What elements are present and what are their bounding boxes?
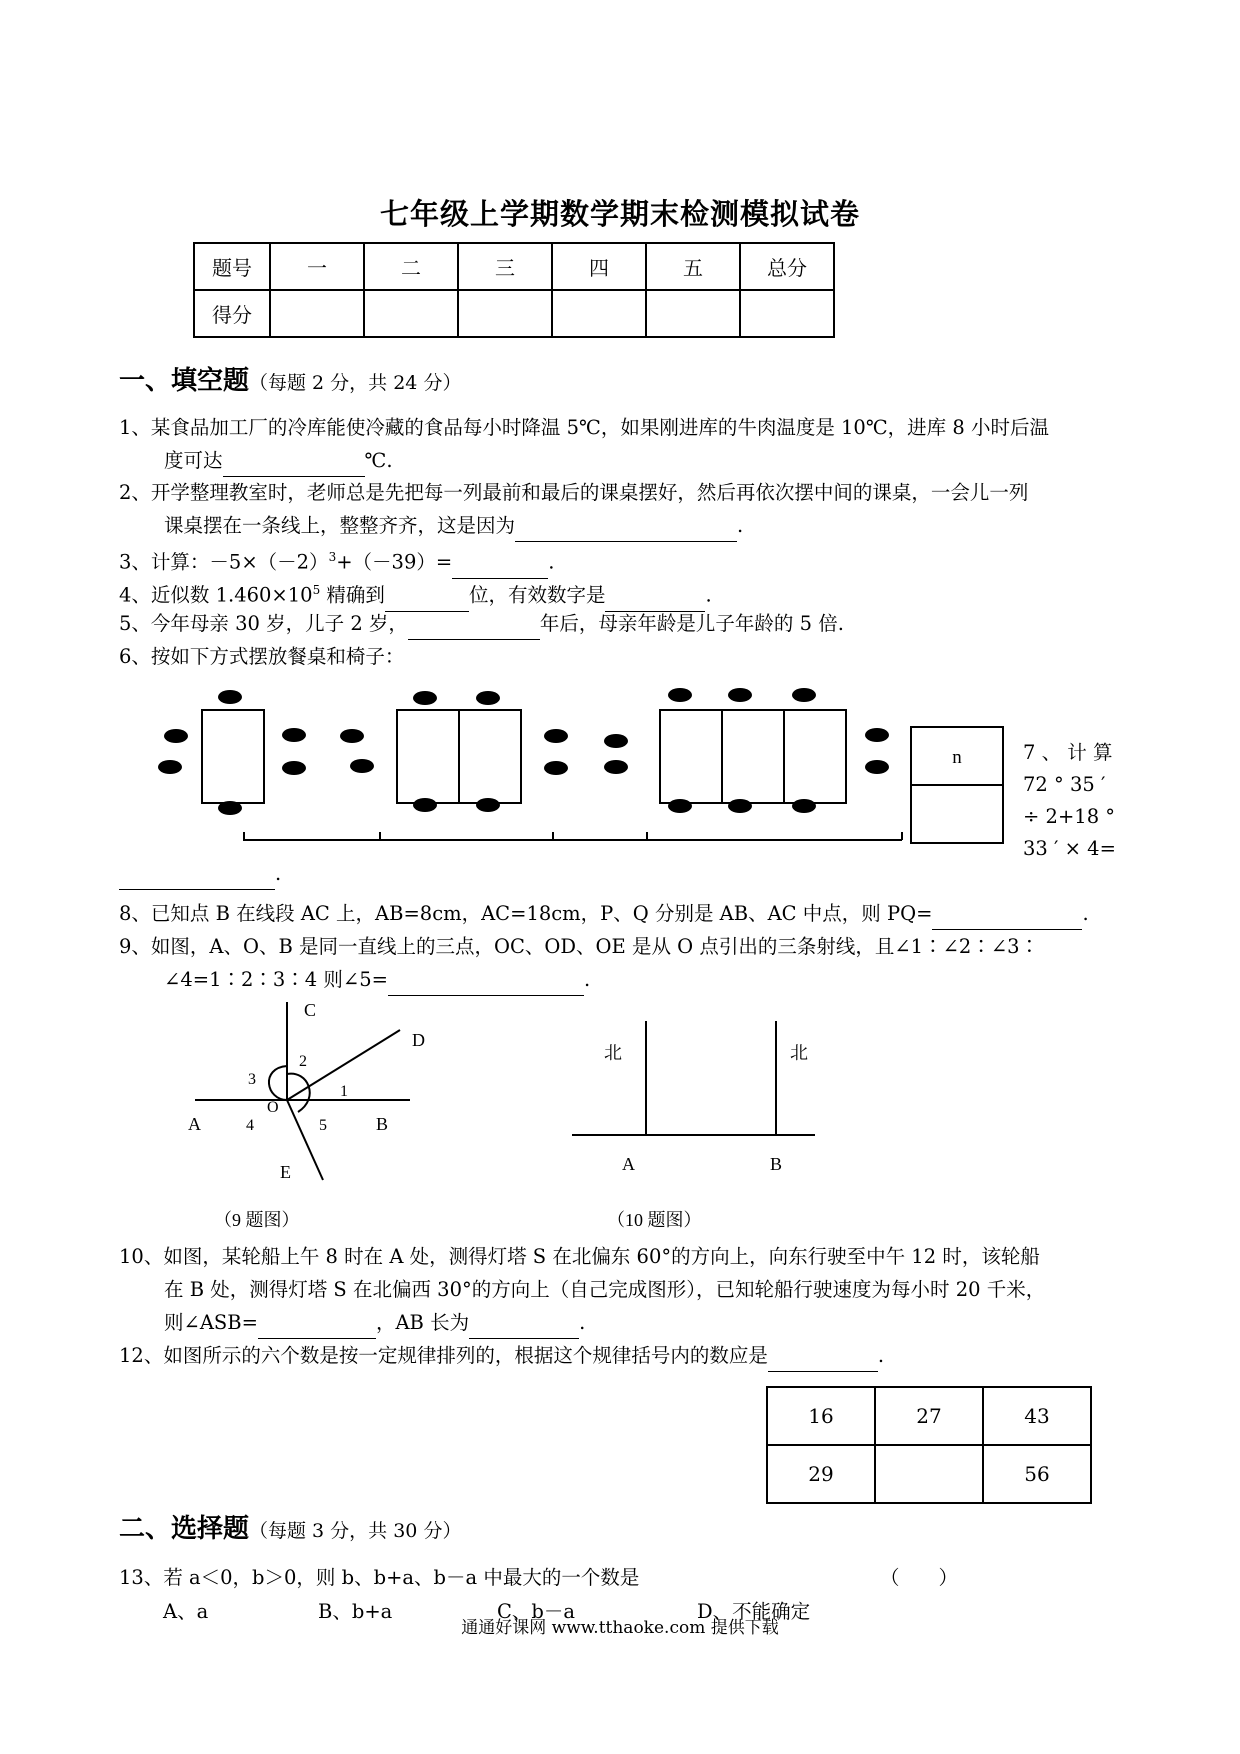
- baseline-bracket: [244, 832, 902, 840]
- sequence-row: [767, 1387, 1091, 1445]
- sequence-cell: 16: [767, 1387, 875, 1445]
- chair-icon: [728, 688, 752, 702]
- chair-icon: [544, 729, 568, 743]
- label-A: A: [622, 1154, 635, 1174]
- q9-blank[interactable]: [388, 973, 584, 996]
- q7-end: .: [275, 862, 282, 885]
- angle-label-3: 3: [248, 1071, 256, 1088]
- q10-blank2[interactable]: [469, 1316, 579, 1339]
- q10-line2: 在 B 处，测得灯塔 S 在北偏西 30°的方向上（自己完成图形），已知轮船行驶速度为每小时 20 千米，: [164, 1278, 1046, 1301]
- chair-icon: [544, 761, 568, 775]
- score-cell: [458, 290, 552, 337]
- table-n-label: n: [952, 747, 962, 768]
- table-n-lower: [911, 785, 1003, 843]
- question-10: [119, 1240, 1139, 1339]
- q7-line2: 72 ° 35 ′: [1023, 773, 1106, 796]
- q7-line1: 7 、 计 算: [1023, 741, 1113, 764]
- chair-icon: [350, 759, 374, 773]
- q4-exponent: 5: [312, 583, 321, 597]
- chair-icon: [865, 728, 889, 742]
- q12-text: 12、如图所示的六个数是按一定规律排列的，根据这个规律括号内的数应是: [119, 1344, 768, 1367]
- chair-icon: [668, 688, 692, 702]
- chair-icon: [158, 760, 182, 774]
- chair-icon: [476, 798, 500, 812]
- sequence-cell: 43: [983, 1387, 1091, 1445]
- sequence-cell: 27: [875, 1387, 983, 1445]
- label-B: B: [770, 1154, 783, 1174]
- chair-icon: [218, 690, 242, 704]
- question-4: [119, 574, 712, 612]
- chair-icon: [792, 688, 816, 702]
- north-label-A: 北: [604, 1043, 622, 1064]
- q5-text2: 年后，母亲年龄是儿子年龄的 5 倍.: [539, 612, 844, 635]
- score-cell: [270, 290, 364, 337]
- question-7: [1023, 737, 1135, 865]
- angle-label-5: 5: [319, 1117, 327, 1134]
- section2-heading: [119, 1508, 461, 1545]
- question-12: [119, 1339, 884, 1372]
- question-5: [119, 607, 844, 640]
- sequence-row: [767, 1445, 1091, 1503]
- q3-end: .: [548, 550, 555, 574]
- chair-icon: [413, 798, 437, 812]
- q1-blank[interactable]: [223, 454, 365, 477]
- q10-line3: [119, 1306, 1139, 1339]
- q10-blank1[interactable]: [258, 1316, 376, 1339]
- q4-text3: 位，有效数字是: [468, 583, 606, 607]
- q3-text: 3、计算：－5×（－2）: [119, 550, 329, 574]
- question-7-answer: [119, 857, 281, 890]
- q13-option-d[interactable]: D、不能确定: [697, 1600, 811, 1623]
- chair-icon: [604, 734, 628, 748]
- chair-icon: [792, 799, 816, 813]
- sequence-cell: 56: [983, 1445, 1091, 1503]
- table-chair-figure: [140, 680, 1020, 850]
- q4-text: 4、近似数 1.460×10: [119, 583, 313, 607]
- q10-line1: 10、如图，某轮船上午 8 时在 A 处，测得灯塔 S 在北偏东 60°的方向上，向东行驶至中午 12 时，该轮船: [119, 1245, 1040, 1268]
- number-sequence-table: [766, 1386, 1092, 1504]
- label-B: B: [376, 1114, 389, 1134]
- dining-table: [397, 710, 459, 803]
- dining-table: [459, 710, 521, 803]
- angle-label-2: 2: [299, 1053, 307, 1070]
- question-3: [119, 541, 554, 579]
- label-D: D: [412, 1030, 425, 1050]
- question-6: 6、按如下方式摆放餐桌和椅子：: [119, 645, 405, 668]
- section1-note: （每题 2 分，共 24 分）: [249, 372, 462, 394]
- q5-blank[interactable]: [408, 617, 540, 640]
- score-header-cell: 题号: [194, 243, 270, 290]
- q1-line2: [119, 444, 1139, 477]
- q13-option-a[interactable]: A、a: [163, 1600, 209, 1623]
- score-row-label: 得分: [194, 290, 270, 337]
- score-header-row: [194, 243, 834, 290]
- angle-arc-3: [269, 1066, 287, 1100]
- chair-icon: [413, 691, 437, 705]
- score-header-cell: 五: [646, 243, 740, 290]
- q13-answer-paren[interactable]: （ ）: [880, 1566, 959, 1589]
- score-cell: [364, 290, 458, 337]
- q9-end: .: [584, 968, 591, 991]
- score-header-cell: 总分: [740, 243, 834, 290]
- chair-icon: [340, 729, 364, 743]
- dining-table: [202, 710, 264, 803]
- q2-text: 课桌摆在一条线上，整整齐齐，这是因为: [164, 514, 516, 537]
- page-title: 七年级上学期数学期末检测模拟试卷: [379, 197, 860, 231]
- figure-10-caption: （10 题图）: [607, 1210, 702, 1230]
- q13-option-b[interactable]: B、b+a: [318, 1600, 393, 1623]
- label-A: A: [188, 1114, 201, 1134]
- label-C: C: [304, 1000, 317, 1020]
- q13-option-c[interactable]: C、b－a: [497, 1600, 576, 1623]
- q8-blank[interactable]: [932, 907, 1082, 930]
- chair-icon: [865, 760, 889, 774]
- q5-text: 5、今年母亲 30 岁，儿子 2 岁，: [119, 612, 408, 635]
- section2-note: （每题 3 分，共 30 分）: [249, 1520, 462, 1542]
- q10-text: 则∠ASB=: [164, 1311, 258, 1334]
- q9-line1: 9、如图，A、O、B 是同一直线上的三点，OC、OD、OE 是从 O 点引出的三条射线，且∠1∶∠2∶∠3∶: [119, 935, 1040, 958]
- q2-end: .: [737, 514, 744, 537]
- north-label-B: 北: [790, 1043, 808, 1064]
- chair-icon: [282, 761, 306, 775]
- q1-unit: ℃.: [364, 449, 393, 472]
- chair-icon: [728, 799, 752, 813]
- angle-label-1: 1: [340, 1083, 348, 1100]
- figure-10-ships: [560, 1015, 830, 1185]
- q7-blank[interactable]: [119, 867, 275, 890]
- q10-text2: ，AB 长为: [375, 1311, 470, 1334]
- score-cell: [646, 290, 740, 337]
- q12-blank[interactable]: [768, 1349, 878, 1372]
- q7-line3: ÷ 2+18 °: [1023, 805, 1116, 828]
- q10-end: .: [579, 1311, 586, 1334]
- score-header-cell: 二: [364, 243, 458, 290]
- question-13: 13、若 a＜0，b＞0，则 b、b+a、b－a 中最大的一个数是: [119, 1566, 640, 1589]
- chair-icon: [164, 729, 188, 743]
- score-cell: [740, 290, 834, 337]
- q2-line1: 2、开学整理教室时，老师总是先把每一列最前和最后的课桌摆好，然后再依次摆中间的课桌，一会儿一列: [119, 481, 1029, 504]
- q4-end: .: [705, 583, 712, 607]
- dining-table: [784, 710, 846, 803]
- sequence-cell-unknown[interactable]: [875, 1445, 983, 1503]
- page-footer: 通通好课网 www.tthaoke.com 提供下载: [461, 1618, 779, 1638]
- label-O: O: [267, 1099, 279, 1116]
- score-value-row: [194, 290, 834, 337]
- figure-9-caption: （9 题图）: [214, 1210, 300, 1230]
- q8-text: 8、已知点 B 在线段 AC 上，AB=8cm，AC=18cm，P、Q 分别是 AB、AC 中点，则 PQ=: [119, 902, 933, 925]
- section2-title: 二、选择题: [119, 1514, 250, 1544]
- q7-line4: 33 ′ × 4=: [1023, 837, 1116, 860]
- question-2: [119, 476, 1139, 542]
- score-header-cell: 四: [552, 243, 646, 290]
- chair-icon: [604, 760, 628, 774]
- q8-end: .: [1082, 902, 1089, 925]
- sequence-cell: 29: [767, 1445, 875, 1503]
- dining-table: [722, 710, 784, 803]
- q1-line1: 1、某食品加工厂的冷库能使冷藏的食品每小时降温 5℃，如果刚进库的牛肉温度是 10℃，进库 8 小时后温: [119, 416, 1049, 439]
- figure-9-angles: [180, 1000, 440, 1190]
- chair-icon: [282, 728, 306, 742]
- q3-exponent: 3: [328, 550, 337, 564]
- q2-blank[interactable]: [515, 519, 737, 542]
- q4-text2: 精确到: [320, 583, 385, 607]
- chair-icon: [668, 799, 692, 813]
- chair-icon: [476, 691, 500, 705]
- label-E: E: [280, 1162, 291, 1182]
- angle-label-4: 4: [246, 1117, 254, 1134]
- q9-text: ∠4=1∶2∶3∶4 则∠5=: [164, 968, 388, 991]
- dining-table: [660, 710, 722, 803]
- question-1: [119, 411, 1139, 477]
- section1-heading: [119, 360, 461, 397]
- section1-title: 一、填空题: [119, 366, 250, 396]
- score-cell: [552, 290, 646, 337]
- q1-text: 度可达: [164, 449, 223, 472]
- question-9: [119, 930, 1139, 996]
- ray-OE: [287, 1100, 323, 1180]
- question-8: [119, 897, 1089, 930]
- q2-line2: [119, 509, 1139, 542]
- score-table: [193, 242, 835, 338]
- score-header-cell: 一: [270, 243, 364, 290]
- q9-line2: [119, 963, 1139, 996]
- score-header-cell: 三: [458, 243, 552, 290]
- q12-end: .: [877, 1344, 885, 1367]
- q3-text2: +（－39）=: [336, 550, 453, 574]
